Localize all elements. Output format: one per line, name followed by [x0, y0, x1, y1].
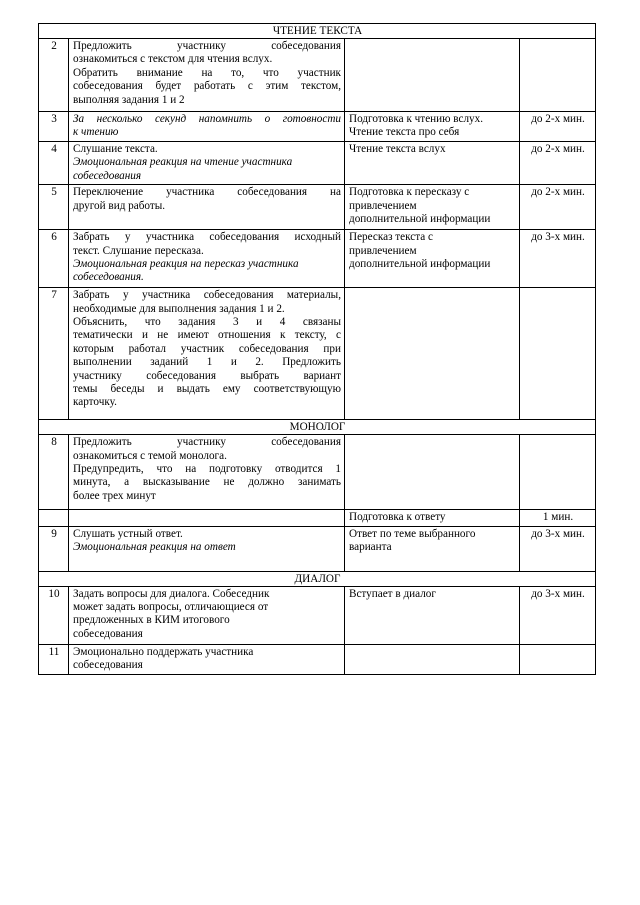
instruction-line: собеседования	[73, 169, 142, 182]
instruction-line: текст. Слушание пересказа.	[73, 244, 204, 257]
time-limit: 1 мин.	[520, 510, 596, 526]
time-limit: до 2-х мин.	[520, 185, 596, 230]
step-number: 4	[39, 142, 69, 185]
instruction-line: За несколько секунд напомнить о готовности	[73, 113, 341, 125]
instruction-line: необходимые для выполнения задания 1 и 2.	[73, 302, 285, 315]
participant-action	[345, 644, 520, 674]
participant-action: Подготовка к ответу	[345, 510, 520, 526]
instruction-line: карточку.	[73, 396, 117, 409]
examiner-instruction	[69, 435, 345, 510]
section-title-monologue: МОНОЛОГ	[39, 420, 596, 435]
instruction-line: Предупредить, что на подготовку отводится 1	[73, 463, 341, 476]
examiner-instruction	[69, 112, 345, 142]
instruction-line: собеседования	[73, 627, 143, 640]
examiner-instruction	[69, 288, 345, 420]
instruction-line: Переключение участника собеседования на	[73, 186, 341, 199]
section-title-reading: ЧТЕНИЕ ТЕКСТА	[39, 24, 596, 39]
step-number: 5	[39, 185, 69, 230]
section-row-reading	[39, 24, 596, 39]
instruction-line: Эмоциональная реакция на ответ	[73, 541, 236, 554]
table-row	[39, 288, 596, 420]
instruction-line: Обратить внимание на то, что участник	[73, 66, 341, 79]
participant-action	[345, 185, 520, 230]
time-limit: до 3-х мин.	[520, 526, 596, 571]
table-row	[39, 39, 596, 112]
time-limit: до 3-х мин.	[520, 230, 596, 288]
instruction-line: темы беседы и выдать ему соответствующую	[73, 383, 341, 396]
section-title-dialogue: ДИАЛОГ	[39, 571, 596, 586]
participant-line: Чтение текста про себя	[349, 126, 460, 139]
instruction-line: другой вид работы.	[73, 199, 166, 212]
step-number: 7	[39, 288, 69, 420]
participant-line: Чтение текста вслух	[349, 143, 446, 155]
table-row	[39, 112, 596, 142]
table-row	[39, 586, 596, 644]
instruction-line: минута, а высказывание не должно занимать	[73, 476, 341, 489]
instruction-line: участнику собеседования выбрать вариант	[73, 369, 341, 382]
step-number: 9	[39, 526, 69, 571]
step-number: 2	[39, 39, 69, 112]
instruction-line: Слушать устный ответ.	[73, 527, 183, 540]
participant-action	[345, 586, 520, 644]
participant-action	[345, 288, 520, 420]
table-row	[39, 142, 596, 185]
participant-line: Подготовка к чтению вслух.	[349, 113, 484, 125]
instruction-line: собеседования будет работать с этим текстом,	[73, 80, 341, 93]
participant-line: дополнительной информации	[349, 258, 491, 271]
participant-line: привлечением	[349, 199, 417, 212]
instruction-line: Объяснить, что задания 3 и 4 связаны	[73, 316, 341, 329]
time-limit: до 2-х мин.	[520, 142, 596, 185]
participant-line: дополнительной информации	[349, 213, 491, 226]
instruction-line: Эмоционально поддержать участника	[73, 645, 254, 658]
step-number: 6	[39, 230, 69, 288]
participant-line: варианта	[349, 541, 392, 554]
instruction-line: собеседования.	[73, 271, 144, 284]
examiner-instruction	[69, 510, 345, 526]
instruction-line: выполняя задания 1 и 2	[73, 93, 185, 106]
instruction-line: Слушание текста.	[73, 143, 158, 155]
participant-line: Подготовка к пересказу с	[349, 186, 470, 199]
participant-action	[345, 142, 520, 185]
participant-line: Ответ по теме выбранного	[349, 527, 476, 540]
instruction-line: Предложить участнику собеседования	[73, 40, 341, 52]
time-limit: до 3-х мин.	[520, 586, 596, 644]
instruction-line: тематически и не имеют отношения к тексту, с	[73, 329, 341, 342]
step-number: 11	[39, 644, 69, 674]
examiner-instruction	[69, 185, 345, 230]
examiner-instruction	[69, 39, 345, 112]
instruction-line: которым работал участник собеседования при	[73, 342, 341, 355]
examiner-instruction	[69, 586, 345, 644]
instruction-line: Эмоциональная реакция на чтение участника	[73, 156, 293, 169]
instruction-line: выполнении заданий 1 и 2. Предложить	[73, 356, 341, 369]
time-limit: до 2-х мин.	[520, 112, 596, 142]
table-row	[39, 185, 596, 230]
instruction-line: Забрать у участника собеседования исходный	[73, 231, 341, 244]
table-row	[39, 644, 596, 674]
table-row	[39, 230, 596, 288]
instruction-line: к чтению	[73, 126, 119, 139]
instruction-line: более трех минут	[73, 489, 156, 502]
time-limit	[520, 288, 596, 420]
examiner-instruction	[69, 142, 345, 185]
participant-action	[345, 526, 520, 571]
table-row	[39, 435, 596, 510]
examiner-instruction	[69, 230, 345, 288]
instruction-line: собеседования	[73, 659, 143, 672]
procedure-table	[38, 23, 596, 675]
table-row	[39, 526, 596, 571]
time-limit	[520, 644, 596, 674]
participant-line: Пересказ текста с	[349, 231, 434, 244]
step-number: 3	[39, 112, 69, 142]
time-limit	[520, 39, 596, 112]
examiner-instruction	[69, 526, 345, 571]
instruction-line: Забрать у участника собеседования материалы,	[73, 289, 341, 302]
participant-action	[345, 112, 520, 142]
participant-action	[345, 230, 520, 288]
step-number: 8	[39, 435, 69, 510]
participant-line: привлечением	[349, 244, 417, 257]
participant-action	[345, 39, 520, 112]
table-row	[39, 510, 596, 526]
section-row-dialogue	[39, 571, 596, 586]
instruction-line: Задать вопросы для диалога. Собеседник	[73, 587, 270, 600]
section-row-monologue	[39, 420, 596, 435]
examiner-instruction	[69, 644, 345, 674]
time-limit	[520, 435, 596, 510]
participant-line: Вступает в диалог	[349, 587, 436, 600]
step-number: 10	[39, 586, 69, 644]
instruction-line: ознакомиться с текстом для чтения вслух.	[73, 53, 273, 66]
step-number	[39, 510, 69, 526]
participant-action	[345, 435, 520, 510]
instruction-line: Предложить участнику собеседования	[73, 436, 341, 449]
instruction-line: может задать вопросы, отличающиеся от	[73, 601, 269, 614]
instruction-line: Эмоциональная реакция на пересказ участника	[73, 258, 299, 271]
instruction-line: предложенных в КИМ итогового	[73, 614, 230, 627]
instruction-line: ознакомиться с темой монолога.	[73, 449, 227, 462]
